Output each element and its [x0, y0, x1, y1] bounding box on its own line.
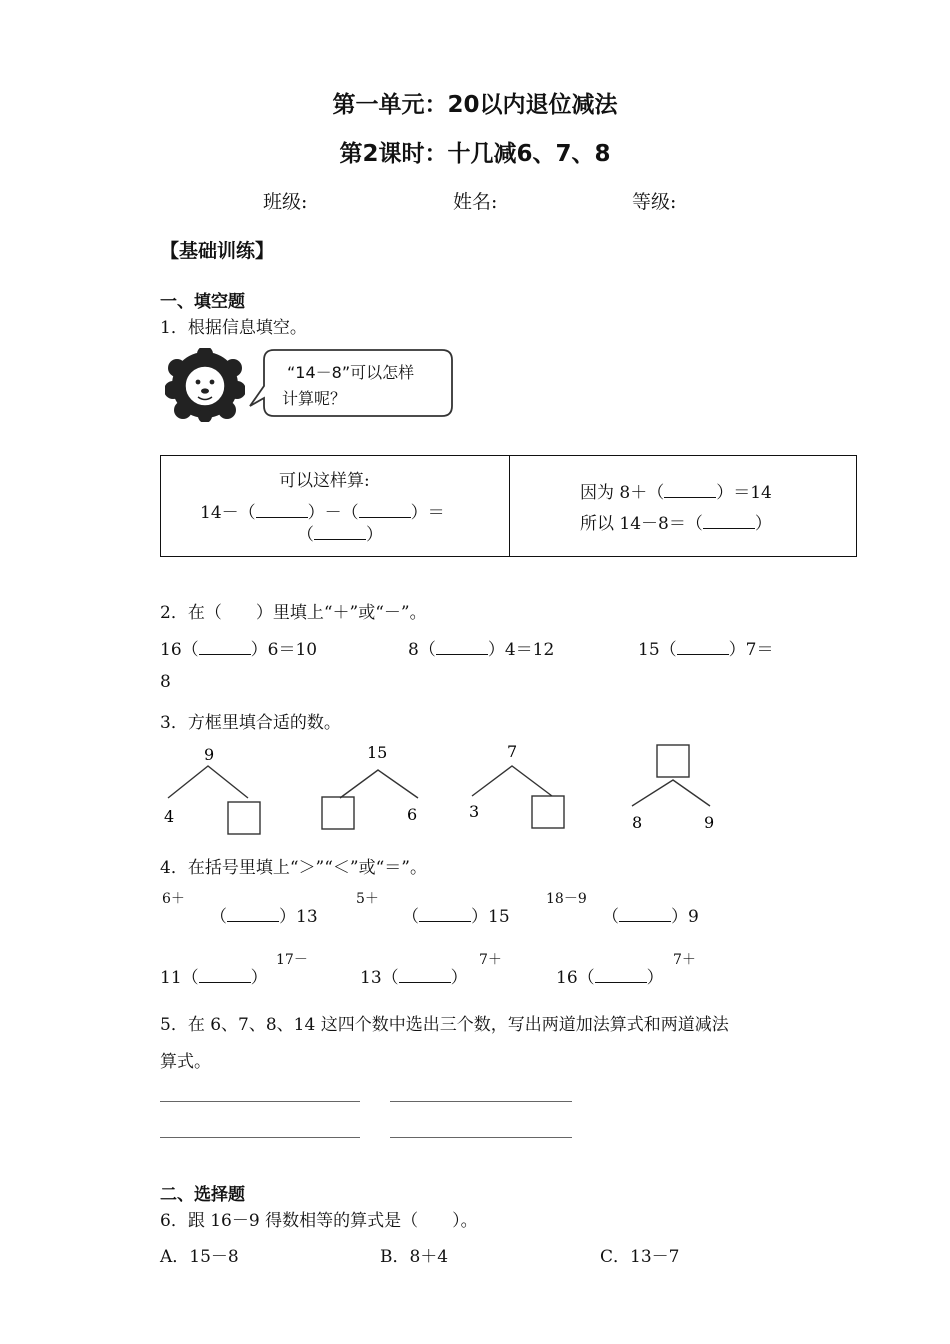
bond-1-branches: [168, 766, 248, 798]
q2-b-left: 8（: [408, 640, 436, 660]
q1-blank-5[interactable]: [703, 515, 755, 529]
q4-r1-c-close: ）9: [671, 907, 699, 927]
bond-1-left: 4: [164, 807, 175, 826]
q2-blank-a[interactable]: [199, 641, 251, 655]
bubble-line-1-rest: 可以怎样: [350, 363, 415, 382]
q1-blank-4[interactable]: [664, 484, 716, 498]
q4-r1-c-pre: 18－9: [546, 891, 587, 907]
lion-icon: [165, 348, 245, 422]
q4-blank-2[interactable]: [419, 908, 471, 922]
q5-prompt-line-2: 算式。: [160, 1052, 211, 1072]
q2-blank-b[interactable]: [436, 641, 488, 655]
q4-r1-b-pre: 5＋: [356, 891, 379, 907]
q2-a-right: ）6＝10: [250, 640, 318, 660]
grade-label: 等级:: [632, 191, 677, 213]
q5-answer-line-2[interactable]: [390, 1101, 572, 1102]
q4-blank-1[interactable]: [227, 908, 279, 922]
section-multiple-choice: 二、选择题: [160, 1185, 245, 1205]
q4-r2-b-close: ）: [450, 968, 468, 988]
q1-left-part-c: ）＝: [410, 503, 445, 523]
bond-2-top: 15: [367, 743, 388, 762]
q1-blank-1[interactable]: [256, 504, 308, 518]
q3-prompt: 3．方框里填合适的数。: [160, 713, 341, 733]
bond-3-top: 7: [507, 742, 518, 761]
q4-r2-c-pre: 16（: [556, 968, 595, 988]
page-subtitle: 第2课时：十几减6、7、8: [339, 141, 611, 167]
q1-blank-2[interactable]: [359, 504, 411, 518]
q4-r2-b-pre: 13（: [360, 968, 399, 988]
q4-r2-a-close: ）: [250, 968, 268, 988]
q4-prompt: 4．在括号里填上“＞”“＜”或“＝”。: [160, 858, 427, 878]
q2-c-right: ）7＝: [728, 640, 774, 660]
q4-r2-b-post: 7＋: [479, 952, 502, 968]
q4-r1-c: [602, 902, 699, 927]
q1-right-b2: ）: [754, 514, 772, 534]
q1-left-title: 可以这样算:: [279, 471, 370, 491]
q4-r2-b: [360, 963, 468, 988]
q4-blank-6[interactable]: [595, 969, 647, 983]
bond-3-branches: [472, 766, 552, 796]
q6-option-b[interactable]: B．8＋4: [380, 1247, 449, 1267]
class-label: 班级:: [263, 191, 308, 213]
q1-right-line-2: [580, 509, 772, 534]
q4-r2-c-post: 7＋: [673, 952, 696, 968]
q4-r2-a-post: 17－: [276, 952, 308, 968]
bond-2-right: 6: [407, 805, 418, 824]
bond-4-answer-box: [657, 745, 689, 777]
q1-left-result: [297, 520, 383, 545]
q2-c-left: 15（: [638, 640, 677, 660]
q4-r1-a: [210, 902, 318, 927]
q4-r1-b: [402, 902, 510, 927]
number-bonds-diagram: [160, 740, 740, 840]
q2-blank-c[interactable]: [677, 641, 729, 655]
q2-b-right: ）4＝12: [487, 640, 555, 660]
bubble-line-1: [287, 360, 414, 383]
q1-right-line-1: [580, 478, 772, 503]
q4-blank-3[interactable]: [619, 908, 671, 922]
q6-prompt: 6．跟 16－9 得数相等的算式是（ ）。: [160, 1211, 478, 1231]
q1-left-part-d: （: [297, 525, 314, 545]
bond-1-answer-box: [228, 802, 260, 834]
q4-r2-c-close: ）: [646, 968, 664, 988]
q1-prompt: 1．根据信息填空。: [160, 318, 307, 338]
q4-blank-4[interactable]: [199, 969, 251, 983]
q4-r1-a-pre: 6＋: [162, 891, 185, 907]
q5-answer-line-4[interactable]: [390, 1137, 572, 1138]
name-label: 姓名:: [453, 191, 498, 213]
q5-answer-line-1[interactable]: [160, 1101, 360, 1102]
bond-2-answer-box: [322, 797, 354, 829]
q4-r1-c-open: （: [602, 907, 619, 927]
q4-r2-a-pre: 11（: [160, 968, 199, 988]
q4-r1-b-close: ）15: [471, 907, 510, 927]
q1-right-a1: 因为 8＋（: [580, 483, 665, 503]
q1-left-part-b: ）－（: [307, 503, 359, 523]
speech-bubble: [244, 348, 456, 420]
bond-4-left: 8: [632, 813, 643, 832]
q6-option-a[interactable]: A．15－8: [160, 1247, 239, 1267]
q1-right-b1: 所以 14－8＝（: [580, 514, 703, 534]
q1-right-a2: ）＝14: [716, 483, 772, 503]
q1-left-part-a: 14－（: [200, 503, 256, 523]
section-fill-blank: 一、填空题: [160, 292, 245, 312]
table-divider: [509, 456, 510, 556]
q2-item-c-wrap: 8: [160, 672, 171, 692]
q4-r2-c: [556, 963, 664, 988]
q4-r1-a-close: ）13: [279, 907, 318, 927]
q4-r1-a-open: （: [210, 907, 227, 927]
q4-blank-5[interactable]: [399, 969, 451, 983]
q2-a-left: 16（: [160, 640, 199, 660]
q6-option-c[interactable]: C．13－7: [600, 1247, 680, 1267]
page-title: 第一单元：20以内退位减法: [332, 92, 618, 118]
q5-prompt-line-1: 5．在 6、7、8、14 这四个数中选出三个数，写出两道加法算式和两道减法: [160, 1015, 729, 1035]
q1-left-part-e: ）: [366, 525, 383, 545]
bubble-expression: “14－8”: [287, 363, 351, 382]
bond-3-answer-box: [532, 796, 564, 828]
q2-item-a: [160, 635, 317, 660]
q5-answer-line-3[interactable]: [160, 1137, 360, 1138]
bubble-line-2: 计算呢？: [282, 389, 347, 408]
q2-item-b: [408, 635, 554, 660]
bond-4-branches: [632, 780, 710, 806]
bond-3-left: 3: [469, 802, 480, 821]
q1-blank-3[interactable]: [314, 526, 366, 540]
basic-training-heading: 【基础训练】: [160, 240, 275, 262]
q4-r2-a: [160, 963, 268, 988]
q2-prompt: 2．在（ ）里填上“＋”或“－”。: [160, 603, 427, 623]
q4-r1-b-open: （: [402, 907, 419, 927]
q2-item-c: [638, 635, 773, 660]
bond-1-top: 9: [204, 745, 215, 764]
bond-4-right: 9: [704, 813, 715, 832]
bond-2-branches: [340, 770, 418, 798]
